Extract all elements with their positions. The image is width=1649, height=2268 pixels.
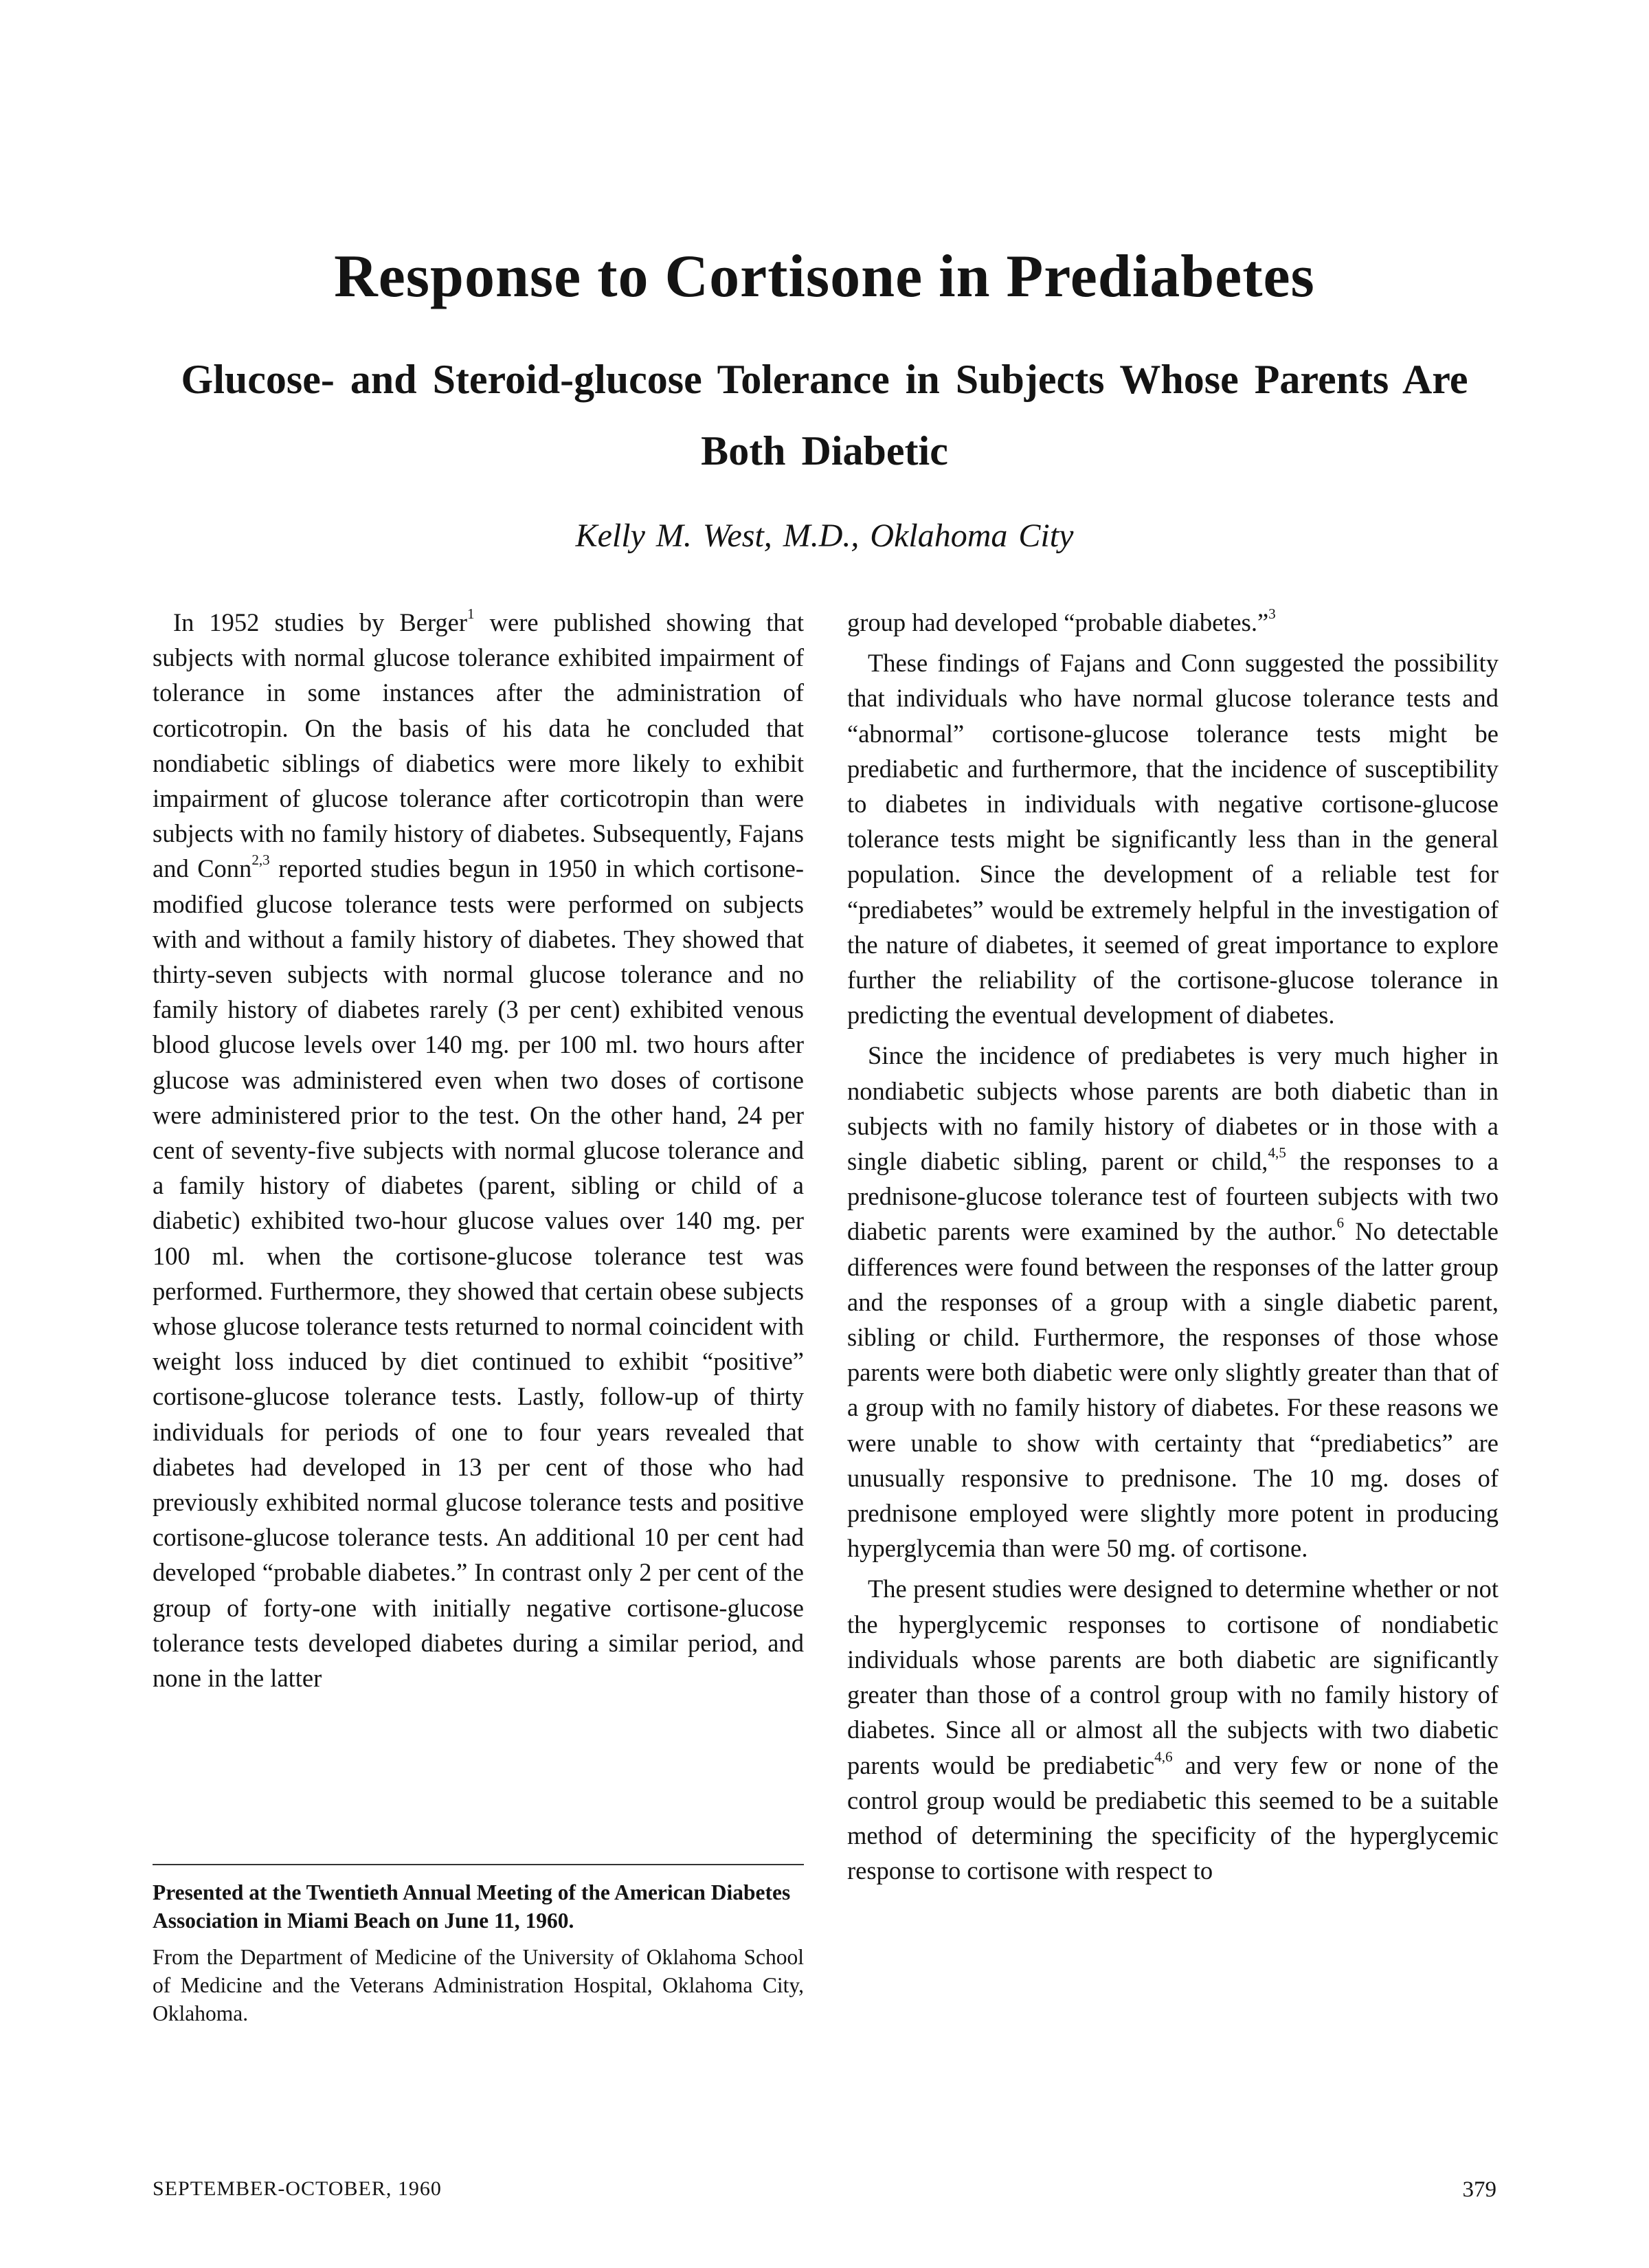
affiliation-note: From the Department of Medicine of the University of Oklahoma School of Medicine and the Veterans Administration Hospital, Oklahoma City, Oklahoma.	[153, 1945, 804, 2025]
journal-issue-footer: SEPTEMBER-OCTOBER, 1960	[153, 2177, 442, 2200]
intro-text-c: reported studies begun in 1950 in which cortisone-modified glucose tolerance tests were performed on subjects with and without a family history of diabetes. They showed that thirty-seven subjects with normal glucose tolerance and no family history of diabetes rarely (3 per cent) exhibited venous blood glucose levels over 140 mg. per 100 ml. two hours after glucose was administered even when two doses of cortisone were administered prior to the test. On the other hand, 24 per cent of seventy-five subjects with normal glucose tolerance and a family history of diabetes (parent, sibling or child of a diabetic) exhibited two-hour glucose values over 140 mg. per 100 ml. when the cortisone-glucose tolerance test was performed. Furthermore, they showed that certain obese subjects whose glucose tolerance tests returned to normal coincident with weight loss induced by diet continued to exhibit “positive” cortisone-glucose tolerance tests. Lastly, follow-up of thirty individuals for periods of one to four years revealed that diabetes had developed in 13 per cent of those who had previously exhibited normal glucose tolerance tests and positive cortisone-glucose tolerance tests. An additional 10 per cent had developed “probable diabetes.” In contrast only 2 per cent of the group of forty-one with initially negative cortisone-glucose tolerance tests developed diabetes during a similar period, and none in the latter	[153, 854, 804, 1693]
reference-marker: 2,3	[251, 852, 270, 869]
paragraph-continued	[847, 605, 1499, 640]
article-subtitle: Glucose- and Steroid-glucose Tolerance in Subjects Whose Parents Are Both Diabetic	[181, 357, 1468, 474]
intro-text-b: were published showing that subjects with normal glucose tolerance exhibited impairment of tolerance in some instances after the administration of corticotropin. On the basis of his data he concluded that nondiabetic siblings of diabetics were more likely to exhibit impairment of glucose tolerance after corticotropin than were subjects with no family history of diabetes. Subsequently, Fajans and Conn	[153, 608, 804, 883]
paragraph-findings: These findings of Fajans and Conn suggested the possibility that individuals who have normal glucose tolerance tests and “abnormal” cortisone-glucose tolerance tests might be prediabetic and furthermore, that the incidence of susceptibility to diabetes in individuals with negative cortisone-glucose tolerance tests might be significantly less than in the general population. Since the development of a reliable test for “prediabetes” would be extremely helpful in the investigation of the nature of diabetes, it seemed of great importance to explore further the reliability of the cortisone-glucose tolerance in predicting the eventual development of diabetes.	[847, 649, 1499, 1030]
right-column	[847, 605, 1499, 1893]
present-studies-text-b: and very few or none of the control group would be prediabetic this seemed to be a suitable method of determining the specificity of the hyperglycemic response to cortisone with respect to	[847, 1750, 1499, 1885]
paragraph-intro	[153, 605, 804, 1696]
reference-marker: 4,6	[1154, 1748, 1173, 1765]
reference-marker: 6	[1336, 1214, 1345, 1232]
left-column	[153, 605, 804, 1701]
article-title: Response to Cortisone in Prediabetes	[334, 243, 1315, 310]
reference-marker: 1	[467, 605, 475, 623]
reference-marker: 3	[1268, 605, 1276, 623]
continued-text: group had developed “probable diabetes.”	[847, 608, 1269, 636]
page-number: 379	[1462, 2177, 1496, 2202]
incidence-text-c: No detectable differences were found between the responses of the latter group and the responses of a group with a single diabetic parent, sibling or child. Furthermore, the responses of those whose parents were both diabetic were only slightly greater than that of a group with no family history of diabetes. For these reasons we were unable to show with certainty that “prediabetics” are unusually responsive to prednisone. The 10 mg. doses of prednisone employed were slightly more potent in producing hyperglycemia than were 50 mg. of cortisone.	[847, 1217, 1499, 1563]
incidence-text-a: Since the incidence of prediabetes is very much higher in nondiabetic subjects whose parents are both diabetic than in subjects with no family history of diabetes or in those with a single diabetic sibling, parent or child,	[847, 1041, 1499, 1176]
paragraph-incidence	[847, 1038, 1499, 1566]
footnote-block	[153, 1878, 804, 2027]
presented-note: Presented at the Twentieth Annual Meeting of the American Diabetes Association in Miami Beach on June 11, 1960.	[153, 1880, 791, 1933]
present-studies-text-a: The present studies were designed to determine whether or not the hyperglycemic responses to cortisone of nondiabetic individuals whose parents are both diabetic are significantly greater than those of a control group with no family history of diabetes. Since all or almost all the subjects with two diabetic parents would be prediabetic	[847, 1575, 1499, 1779]
incidence-text-b: the responses to a prednisone-glucose tolerance test of fourteen subjects with two diabetic parents were examined by the author.	[847, 1147, 1499, 1246]
footnote-divider	[153, 1864, 804, 1865]
intro-text-a: In 1952 studies by Berger	[173, 608, 468, 636]
author-byline: Kelly M. West, M.D., Oklahoma City	[575, 518, 1074, 554]
paragraph-present-studies	[847, 1571, 1499, 1888]
reference-marker: 4,5	[1268, 1144, 1286, 1161]
